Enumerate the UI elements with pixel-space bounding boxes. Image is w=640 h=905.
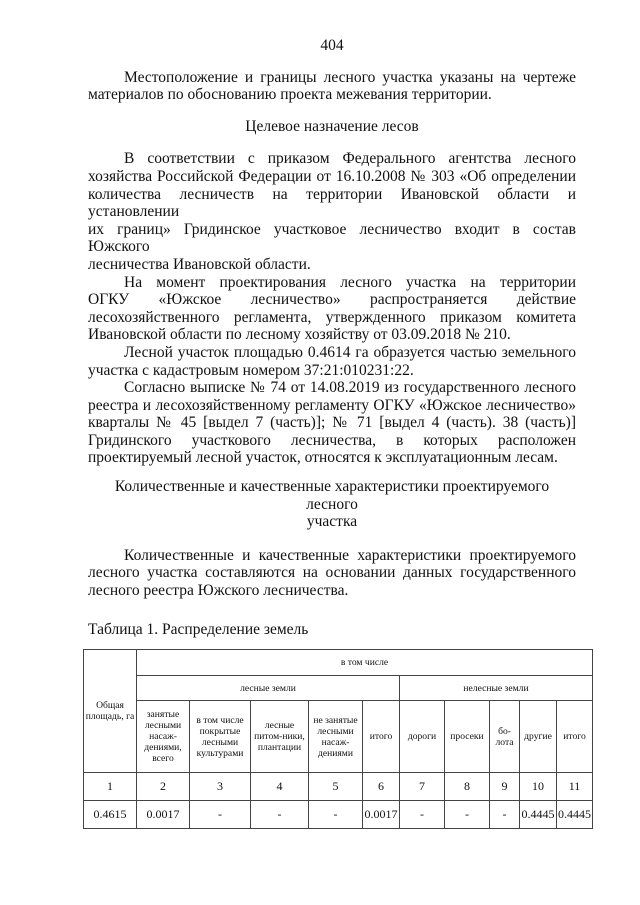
text-line: их границ» Гридинское участковое лесничество входит в состав Южского — [88, 220, 576, 256]
column-header: просеки — [445, 701, 490, 773]
text-line: Гридинского участкового лесничества, в которых расположен — [88, 431, 576, 449]
table-cell: - — [190, 801, 251, 829]
text-line: Количественные и качественные характеристики проектируемого — [124, 546, 576, 564]
table-caption: Таблица 1. Распределение земель — [88, 620, 309, 638]
table-cell: - — [445, 801, 490, 829]
text-line: Ивановской области по лесному хозяйству от 03.09.2018 № 210. — [88, 326, 511, 344]
table-cell: 0.0017 — [137, 801, 190, 829]
column-header: итого — [363, 701, 400, 773]
heading-characteristics — [88, 478, 576, 531]
paragraph-characteristics — [88, 547, 576, 600]
text-line: участка — [306, 513, 358, 531]
column-header: занятые лесными насаж-дениями, всего — [137, 701, 190, 773]
table-cell: 0.4615 — [84, 801, 137, 829]
text-line: В соответствии с приказом Федерального агентства лесного — [124, 150, 576, 168]
column-header: другие — [520, 701, 557, 773]
table-cell: - — [400, 801, 445, 829]
text-line: количества лесничеств на территории Ивановской области и установлении — [88, 185, 576, 221]
table-cell: - — [309, 801, 363, 829]
header-including: в том числе — [137, 650, 593, 676]
column-number: 6 — [363, 773, 400, 801]
text-line: хозяйства Российской Федерации от 16.10.2008 № 303 «Об определении — [88, 167, 576, 185]
paragraph-order — [88, 150, 576, 273]
table-cell: 0.4445 — [520, 801, 557, 829]
column-header: лесные питом-ники, плантации — [251, 701, 309, 773]
text-line: участка с кадастровым номером 37:21:010231:22. — [88, 361, 414, 379]
text-line: материалов по обоснованию проекта межевания территории. — [88, 86, 492, 104]
text-line: реестра и лесохозяйственному регламенту ОГКУ «Южское лесничество» — [88, 396, 576, 414]
column-number: 2 — [137, 773, 190, 801]
text-line: На момент проектирования лесного участка на территории — [124, 273, 576, 291]
text-line: ОГКУ «Южское лесничество» распространяется действие — [88, 291, 576, 309]
paragraph-extract — [88, 379, 576, 467]
column-number: 1 — [84, 773, 137, 801]
text-line: лесохозяйственного регламента, утвержденного приказом комитета — [88, 308, 576, 326]
heading-purpose: Целевое назначение лесов — [245, 117, 419, 135]
table-cell: 0.4445 — [557, 801, 593, 829]
text-line: Согласно выписке № 74 от 14.08.2019 из государственного лесного — [124, 379, 576, 397]
column-header: итого — [557, 701, 593, 773]
header-nonforest-lands: нелесные земли — [400, 676, 593, 701]
header-forest-lands: лесные земли — [137, 676, 400, 701]
column-number: 10 — [520, 773, 557, 801]
land-distribution-table — [83, 649, 593, 829]
text-line: Количественные и качественные характеристики проектируемого лесного — [114, 478, 550, 513]
column-number: 9 — [490, 773, 520, 801]
text-line: кварталы № 45 [выдел 7 (часть)]; № 71 [выдел 4 (часть). 38 (часть)] — [88, 414, 576, 432]
text-line: лесничества Ивановской области. — [88, 255, 311, 273]
page-number: 404 — [320, 37, 344, 54]
column-header: в том числе покрытые лесными культурами — [190, 701, 251, 773]
column-number: 7 — [400, 773, 445, 801]
table-cell: - — [490, 801, 520, 829]
paragraph-regulation — [88, 274, 576, 344]
text-line: проектируемый лесной участок, относятся к эксплуатационным лесам. — [88, 449, 558, 467]
text-line: лесного реестра Южского лесничества. — [88, 582, 349, 600]
text-line: Лесной участок площадью 0.4614 га образуется частью земельного — [124, 343, 576, 361]
header-total-area: Общая площадь, га — [84, 650, 137, 773]
table-cell: 0.0017 — [363, 801, 400, 829]
column-number: 11 — [557, 773, 593, 801]
table-cell: - — [251, 801, 309, 829]
column-number: 5 — [309, 773, 363, 801]
paragraph-location — [88, 69, 576, 104]
column-header: дороги — [400, 701, 445, 773]
paragraph-area — [88, 344, 576, 379]
text-line: лесного участка составляются на основании данных государственного — [88, 564, 576, 582]
column-number: 3 — [190, 773, 251, 801]
column-header: бо-лота — [490, 701, 520, 773]
column-number: 8 — [445, 773, 490, 801]
text-line: Местоположение и границы лесного участка указаны на чертеже — [124, 68, 576, 86]
column-header: не занятые лесными насаж-дениями — [309, 701, 363, 773]
column-number: 4 — [251, 773, 309, 801]
